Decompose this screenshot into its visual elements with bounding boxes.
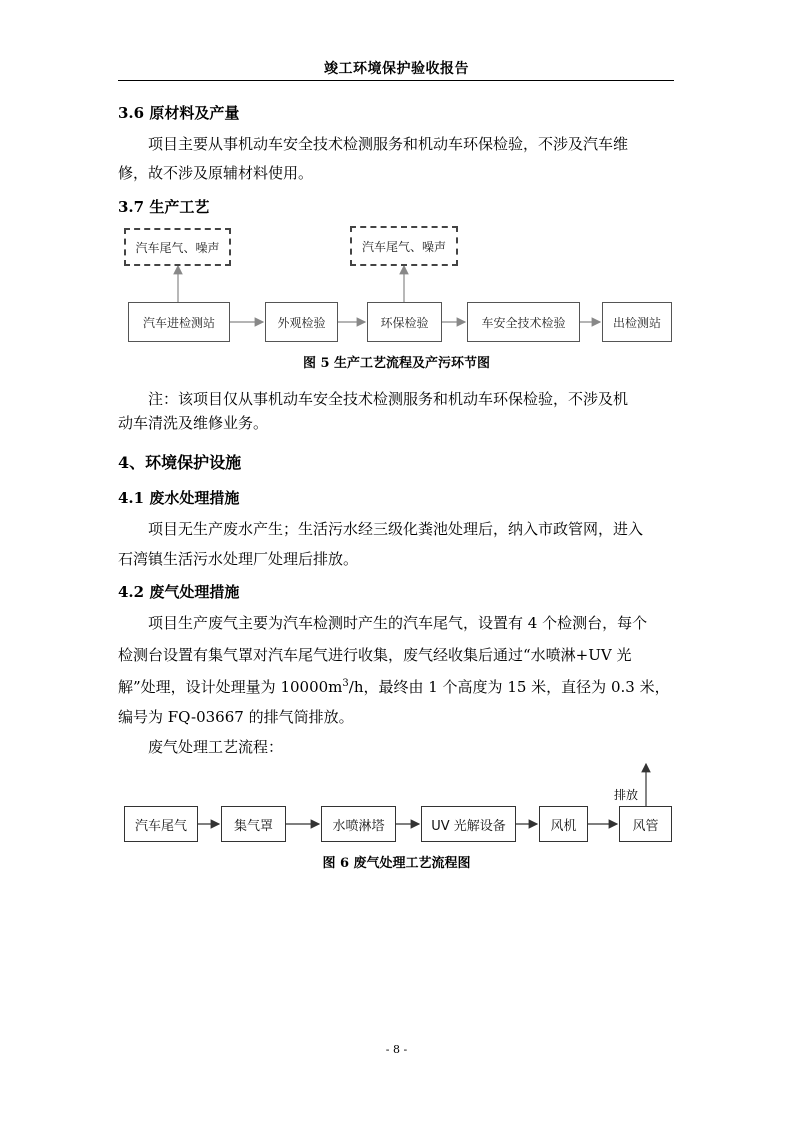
figure-6-caption: 图 6 废气处理工艺流程图 <box>322 856 471 871</box>
para-4-1-line2: 石湾镇生活污水处理厂处理后排放。 <box>118 550 359 568</box>
ex-step-uv-device: UV 光解设备 <box>421 806 516 842</box>
unit-superscript: 3 <box>342 678 349 689</box>
heading-3-7: 3.7 生产工艺 <box>118 198 210 216</box>
step-safety-check: 车安全技术检验 <box>467 302 580 342</box>
note-line2: 动车清洗及维修业务。 <box>118 414 269 432</box>
para-4-2-line1: 项目生产废气主要为汽车检测时产生的汽车尾气，设置有 4 个检测台，每个 <box>148 614 648 632</box>
heading-3-6: 3.6 原材料及产量 <box>118 104 240 122</box>
report-header-title: 竣工环境保护验收报告 <box>324 61 469 77</box>
ex-step-fan: 风机 <box>539 806 588 842</box>
figure-5-caption: 图 5 生产工艺流程及产污环节图 <box>302 356 491 371</box>
para-4-1-line1: 项目无生产废水产生；生活污水经三级化粪池处理后，纳入市政管网，进入 <box>148 520 644 538</box>
para-4-2-line3-a: 解”处理，设计处理量为 10000m <box>118 678 343 696</box>
heading-4-1: 4.1 废水处理措施 <box>118 489 240 507</box>
ex-step-duct: 风管 <box>619 806 672 842</box>
emission-box-1: 汽车尾气、噪声 <box>124 228 231 266</box>
emission-box-2: 汽车尾气、噪声 <box>350 226 458 266</box>
ex-step-spray-tower: 水喷淋塔 <box>321 806 396 842</box>
flow-intro: 废气处理工艺流程： <box>148 738 284 756</box>
para-3-6-line1: 项目主要从事机动车安全技术检测服务和机动车环保检验，不涉及汽车维 <box>148 135 629 153</box>
ex-step-exhaust: 汽车尾气 <box>124 806 198 842</box>
step-exit-station: 出检测站 <box>602 302 672 342</box>
step-appearance-check: 外观检验 <box>265 302 338 342</box>
exhaust-label: 排放 <box>614 788 639 802</box>
para-4-2-line3-b: /h，最终由 1 个高度为 15 米，直径为 0.3 米， <box>348 678 670 696</box>
step-enter-station: 汽车进检测站 <box>128 302 230 342</box>
para-3-6-line2: 修，故不涉及原辅材料使用。 <box>118 164 314 182</box>
para-4-2-line2: 检测台设置有集气罩对汽车尾气进行收集，废气经收集后通过“水喷淋+UV 光 <box>118 646 632 664</box>
note-line1: 注：该项目仅从事机动车安全技术检测服务和机动车环保检验，不涉及机 <box>148 390 629 408</box>
ex-step-hood: 集气罩 <box>221 806 286 842</box>
para-4-2-line4: 编号为 FQ-03667 的排气筒排放。 <box>118 708 354 726</box>
step-emission-check: 环保检验 <box>367 302 442 342</box>
heading-4: 4、环境保护设施 <box>118 453 242 472</box>
heading-4-2: 4.2 废气处理措施 <box>118 583 240 601</box>
page-number: - 8 - <box>385 1043 408 1056</box>
